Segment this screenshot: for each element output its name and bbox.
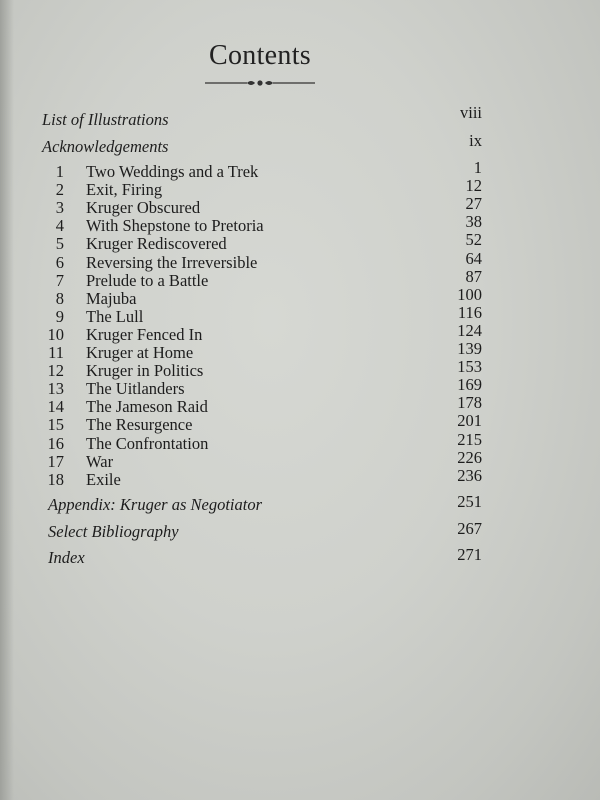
toc-page-illustrations: viii	[459, 103, 482, 122]
back-matter-title: Index	[48, 548, 85, 567]
chapter-page-number: 139	[457, 339, 482, 358]
chapter-title: With Shepstone to Pretoria	[86, 216, 264, 236]
chapter-title: War	[86, 451, 114, 471]
chapter-title: The Lull	[86, 306, 144, 326]
back-matter-title: Appendix: Kruger as Negotiator	[48, 495, 263, 514]
chapter-page-number: 178	[457, 393, 482, 413]
back-matter-page-number: 267	[457, 519, 482, 538]
chapter-number: 15	[47, 415, 64, 435]
chapter-number: 13	[47, 379, 64, 399]
back-matter-page-number: 271	[457, 545, 482, 564]
chapter-page-number: 153	[457, 357, 482, 377]
page-title: Contents	[209, 40, 311, 71]
chapter-number: 14	[47, 397, 64, 417]
chapter-number: 7	[55, 270, 64, 290]
chapter-title: Kruger Obscured	[86, 198, 201, 218]
chapter-page-number: 12	[465, 176, 482, 196]
chapter-title: The Confrontation	[86, 433, 209, 453]
chapter-page-number: 38	[465, 212, 482, 232]
chapter-title: Kruger Rediscovered	[86, 234, 227, 254]
chapter-page-number: 124	[457, 320, 482, 340]
chapter-number: 1	[55, 162, 64, 181]
chapter-title: Reversing the Irreversible	[86, 252, 258, 272]
chapter-title: Two Weddings and a Trek	[86, 162, 259, 181]
chapter-title: Prelude to a Battle	[86, 270, 209, 290]
chapter-page-number: 215	[457, 429, 482, 449]
back-matter-title: Select Bibliography	[48, 522, 179, 541]
chapter-title: Kruger Fenced In	[86, 324, 203, 344]
chapter-title: Majuba	[86, 288, 137, 308]
chapter-page-number: 236	[457, 465, 482, 485]
chapter-page-number: 169	[457, 375, 482, 395]
chapter-number: 12	[47, 361, 64, 381]
chapter-number: 8	[55, 288, 64, 308]
chapter-title: Kruger in Politics	[86, 361, 204, 381]
chapter-number: 16	[47, 433, 64, 453]
spine-shadow	[0, 0, 14, 800]
toc-page-acknowledgements: ix	[469, 131, 482, 150]
chapter-title: The Resurgence	[86, 415, 193, 435]
chapter-number: 3	[55, 198, 64, 218]
chapter-title: The Uitlanders	[86, 379, 185, 399]
chapter-page-number: 201	[457, 411, 482, 431]
chapter-title: Exile	[86, 469, 121, 489]
chapter-page-number: 64	[465, 248, 482, 268]
chapter-page-number: 52	[465, 230, 482, 250]
chapter-number: 17	[47, 451, 64, 471]
chapter-number: 11	[48, 343, 64, 362]
chapter-number: 6	[55, 252, 64, 272]
chapter-page-number: 1	[473, 158, 482, 177]
chapter-page-number: 87	[465, 266, 482, 286]
toc-entry-acknowledgements: Acknowledgements	[42, 137, 169, 156]
chapter-number: 4	[55, 216, 64, 236]
chapter-page-number: 116	[457, 302, 482, 322]
chapter-number: 18	[47, 469, 64, 489]
ornament-divider-icon	[205, 76, 315, 90]
chapter-title: Exit, Firing	[86, 180, 163, 200]
toc-entry-illustrations: List of Illustrations	[42, 110, 169, 129]
chapter-number: 10	[47, 324, 64, 344]
chapter-page-number: 27	[465, 194, 482, 214]
back-matter-page-number: 251	[457, 492, 482, 511]
chapter-number: 5	[55, 234, 64, 254]
chapter-page-number: 100	[457, 284, 482, 304]
chapter-title: The Jameson Raid	[86, 397, 208, 417]
chapter-title: Kruger at Home	[86, 343, 194, 362]
chapter-page-number: 226	[457, 447, 482, 467]
chapter-number: 2	[55, 180, 64, 200]
chapter-number: 9	[55, 306, 64, 326]
